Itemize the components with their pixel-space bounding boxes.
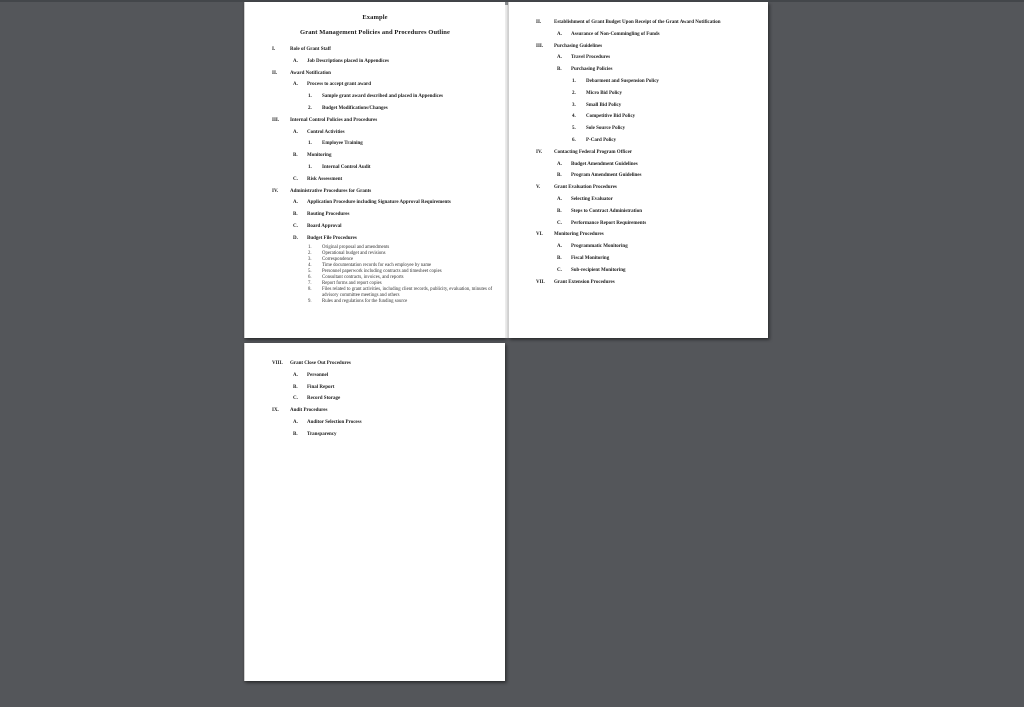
outline-item-text: Files related to grant activities, including client records, publicity, evaluation, minutes of advisory committee meetings and others [322, 286, 493, 298]
outline-item-number: 1. [308, 94, 312, 100]
outline-item [245, 209, 505, 221]
outline-item-text: Grant Extension Procedures [554, 279, 615, 285]
outline-item [509, 135, 768, 147]
outline-item-number: A. [293, 372, 298, 378]
outline-item-text: Small Bid Policy [586, 102, 622, 108]
outline-item-text: Budget Modifications/Changes [322, 105, 388, 111]
outline-item-number: A. [293, 200, 298, 206]
outline-item-text: Fiscal Monitoring [571, 255, 610, 261]
outline-item-number: IV. [536, 149, 543, 155]
outline-item-text: Purchasing Policies [571, 67, 613, 73]
outline-item-text: Internal Control Audit [322, 164, 371, 170]
outline-item [509, 277, 768, 289]
outline-item-text: Personnel [307, 372, 329, 378]
outline-item-number: 1. [308, 141, 312, 147]
outline-item-text: Board Approval [307, 223, 342, 229]
outline-item-text: Audit Procedures [290, 408, 328, 414]
outline-item-text: Debarment and Suspension Policy [586, 78, 659, 84]
outline-item-number: B. [293, 431, 298, 437]
outline-item-text: Micro Bid Policy [586, 90, 623, 96]
outline-item [509, 111, 768, 123]
outline-item-text: Sample grant award described and placed in Appendices [322, 94, 443, 100]
outline-item-number: C. [293, 176, 298, 182]
outline-item [509, 182, 768, 194]
outline-item-text: Programmatic Monitoring [571, 244, 628, 250]
outline-item-number: III. [272, 117, 280, 123]
outline-item-text: Purchasing Guidelines [554, 43, 603, 49]
outline-item [509, 100, 768, 112]
outline-item-number: 8. [308, 286, 312, 292]
outline-item-text: Steps to Contract Administration [571, 208, 642, 214]
outline-item-number: A. [557, 196, 562, 202]
outline-item-number: C. [293, 396, 298, 402]
outline-item-text: Consultant contracts, invoices, and reports [322, 274, 404, 280]
outline-item [245, 358, 505, 370]
outline-item-text: Establishment of Grant Budget Upon Receipt of the Grant Award Notification [554, 20, 721, 25]
outline-item [245, 103, 505, 115]
outline-item-number: A. [293, 58, 298, 64]
outline-item [245, 56, 505, 68]
outline-item-text: Internal Control Policies and Procedures [290, 117, 378, 123]
outline-item-number: 1. [308, 244, 312, 250]
outline-item [509, 76, 768, 88]
outline-page-3 [245, 358, 505, 441]
outline-item-text: Employee Training [322, 141, 363, 147]
outline-item-text: Record Storage [307, 396, 341, 402]
outline-item [245, 150, 505, 162]
outline-item-text: Grant Close Out Procedures [290, 361, 351, 366]
outline-item [509, 206, 768, 218]
outline-item [245, 393, 505, 405]
outline-item-number: 5. [572, 126, 576, 132]
outline-item [509, 253, 768, 265]
outline-item-text: P-Card Policy [586, 137, 617, 143]
outline-item-text: Operational budget and revisions [322, 250, 386, 256]
outline-item-number: 5. [308, 268, 312, 274]
outline-item-number: A. [557, 244, 562, 250]
outline-item-text: Sole Source Policy [586, 126, 626, 132]
outline-item-number: 6. [308, 274, 312, 280]
outline-item-text: Budget Amendment Guidelines [571, 161, 638, 167]
outline-item [509, 229, 768, 241]
outline-item [245, 115, 505, 127]
outline-item-number: 7. [308, 280, 312, 286]
outline-item [509, 29, 768, 41]
outline-item [509, 170, 768, 182]
outline-item-number: 3. [308, 256, 312, 262]
outline-item-text: Administrative Procedures for Grants [290, 188, 372, 194]
outline-item [245, 127, 505, 139]
outline-item-number: A. [557, 55, 562, 61]
outline-item-number: 3. [572, 102, 576, 108]
outline-item-text: Application Procedure including Signature Approval Requirements [307, 200, 451, 206]
outline-item-text: Competitive Bid Policy [586, 114, 636, 120]
outline-item [245, 287, 505, 299]
outline-item [245, 138, 505, 150]
outline-item-number: 1. [572, 78, 576, 84]
document-page-1[interactable] [244, 2, 505, 338]
outline-item-text: Time documentation records for each employee by name [322, 262, 432, 268]
outline-page-1 [245, 44, 505, 305]
outline-item [509, 241, 768, 253]
outline-item-number: III. [536, 43, 544, 49]
outline-item-number: A. [293, 82, 298, 88]
outline-item-number: VI. [536, 232, 543, 238]
outline-item-text: Budget File Procedures [307, 235, 357, 241]
outline-item [245, 91, 505, 103]
outline-item-number: II. [536, 20, 542, 25]
outline-item-text: Sub-recipient Monitoring [571, 267, 626, 273]
outline-item-number: 4. [308, 262, 312, 268]
outline-item-number: 1. [308, 164, 312, 170]
outline-item-number: A. [557, 31, 562, 37]
outline-item [245, 299, 505, 305]
outline-item [245, 174, 505, 186]
outline-item-number: 2. [572, 90, 576, 96]
outline-item [509, 52, 768, 64]
outline-item-number: C. [293, 223, 298, 229]
outline-item [509, 41, 768, 53]
outline-item-number: VII. [536, 279, 545, 285]
outline-item-number: II. [272, 70, 278, 76]
outline-item [509, 159, 768, 171]
outline-item-number: C. [557, 220, 562, 226]
outline-item-number: 2. [308, 250, 312, 256]
outline-item-text: Award Notification [290, 70, 331, 76]
outline-item-text: Process to accept grant award [307, 82, 372, 88]
outline-item-text: Performance Report Requirements [571, 220, 647, 226]
outline-item-text: Routing Procedures [307, 212, 350, 218]
outline-item [245, 44, 505, 56]
outline-item [245, 429, 505, 441]
outline-item-number: A. [557, 161, 562, 167]
outline-item-number: B. [557, 255, 562, 261]
outline-item-number: 2. [308, 105, 312, 111]
outline-item-number: A. [293, 419, 298, 425]
outline-item [245, 233, 505, 245]
outline-item [245, 197, 505, 209]
outline-item-text: Correspondence [322, 256, 354, 262]
outline-item-number: VIII. [272, 361, 283, 366]
outline-item-text: Rules and regulations for the funding source [322, 298, 408, 304]
outline-item-number: I. [272, 47, 276, 52]
outline-item-text: Program Amendment Guidelines [571, 173, 642, 179]
outline-item-number: A. [293, 129, 298, 135]
outline-item-number: B. [293, 153, 298, 159]
outline-item-number: B. [293, 384, 298, 390]
outline-item [245, 79, 505, 91]
outline-item-text: Transparency [307, 431, 337, 437]
outline-item [245, 186, 505, 198]
outline-item-text: Control Activities [307, 129, 345, 135]
outline-item-text: Auditor Selection Process [307, 419, 362, 425]
outline-item-number: D. [293, 235, 298, 241]
outline-item [245, 221, 505, 233]
outline-item-number: B. [557, 173, 562, 179]
outline-item-number: B. [293, 212, 298, 218]
outline-item-number: V. [536, 185, 541, 191]
outline-item-text: Original proposal and amendments [322, 244, 390, 250]
outline-item [509, 265, 768, 277]
outline-item [509, 17, 768, 29]
outline-item-text: Job Descriptions placed in Appendices [307, 58, 389, 64]
document-page-2[interactable] [508, 2, 768, 338]
outline-item [245, 68, 505, 80]
outline-item-text: Final Report [307, 384, 335, 390]
outline-item-text: Personnel paperwork including contracts and timesheet copies [322, 268, 442, 274]
outline-item-text: Contacting Federal Program Officer [554, 149, 633, 155]
outline-item [509, 88, 768, 100]
outline-item [509, 218, 768, 230]
outline-item-number: IV. [272, 188, 279, 194]
outline-item-text: Selecting Evaluator [571, 196, 613, 202]
outline-item-number: 9. [308, 298, 312, 304]
outline-item [509, 147, 768, 159]
outline-item [509, 64, 768, 76]
outline-item-number: 4. [572, 114, 576, 120]
outline-item-text: Travel Procedures [571, 55, 611, 61]
outline-item-number: B. [557, 208, 562, 214]
outline-page-2 [509, 17, 768, 288]
outline-item-text: Risk Assessment [307, 176, 343, 182]
outline-item-text: Grant Evaluation Procedures [554, 185, 617, 191]
outline-item [509, 123, 768, 135]
outline-item [245, 162, 505, 174]
outline-item-text: Report forms and report copies [322, 280, 382, 286]
outline-item [245, 417, 505, 429]
outline-item [245, 370, 505, 382]
document-subtitle: Grant Management Policies and Procedures Outline [300, 29, 450, 36]
outline-item-text: Role of Grant Staff [290, 47, 331, 52]
outline-item [245, 405, 505, 417]
outline-item-text: Assurance of Non-Commingling of Funds [571, 31, 660, 37]
outline-item-number: 6. [572, 137, 576, 143]
outline-item-text: Monitoring Procedures [554, 232, 604, 238]
outline-item [509, 194, 768, 206]
document-page-3[interactable] [244, 343, 505, 681]
document-title: Example [362, 14, 388, 21]
outline-item-number: C. [557, 267, 562, 273]
outline-item-number: IX. [272, 408, 279, 414]
outline-item-number: B. [557, 67, 562, 73]
outline-item [245, 382, 505, 394]
outline-item-text: Monitoring [307, 153, 332, 159]
